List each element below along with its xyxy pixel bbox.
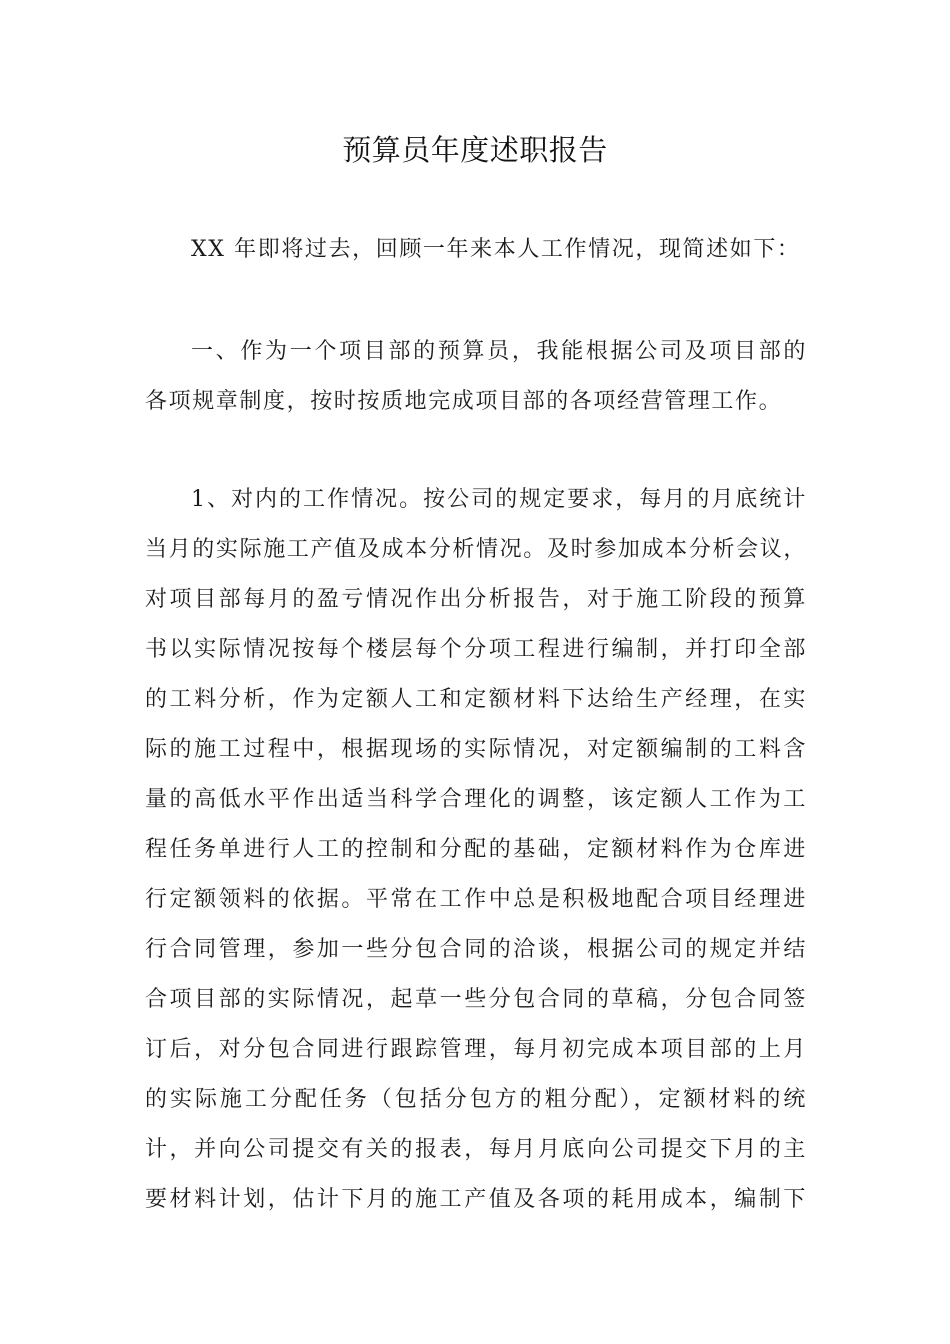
paragraph-line: 当月的实际施工产值及成本分析情况。及时参加成本分析会议，	[145, 537, 807, 562]
paragraph-line: 各项规章制度，按时按质地完成项目部的各项经营管理工作。	[145, 389, 783, 414]
paragraph-line: 的实际施工分配任务（包括分包方的粗分配），定额材料的统	[145, 1087, 807, 1112]
paragraph-line: 行合同管理，参加一些分包合同的洽谈，根据公司的规定并结	[145, 937, 807, 962]
paragraph-line: 量的高低水平作出适当科学合理化的调整，该定额人工作为工	[145, 787, 807, 812]
paragraph-line: 程任务单进行人工的控制和分配的基础，定额材料作为仓库进	[145, 837, 807, 862]
intro-paragraph	[145, 225, 807, 275]
paragraph-line: 1、对内的工作情况。按公司的规定要求，每月的月底统计	[191, 487, 807, 512]
paragraph-line: 行定额领料的依据。平常在工作中总是积极地配合项目经理进	[145, 887, 807, 912]
paragraph-line: 书以实际情况按每个楼层每个分项工程进行编制，并打印全部	[145, 637, 807, 662]
paragraph-line: 订后，对分包合同进行跟踪管理，每月初完成本项目部的上月	[145, 1037, 807, 1062]
section-one-paragraph	[145, 327, 807, 427]
paragraph-line: 的工料分析，作为定额人工和定额材料下达给生产经理，在实	[145, 687, 807, 712]
paragraph-line: 对项目部每月的盈亏情况作出分析报告，对于施工阶段的预算	[145, 587, 807, 612]
paragraph-line: XX 年即将过去，回顾一年来本人工作情况，现简述如下：	[191, 237, 801, 262]
document-title: 预算员年度述职报告	[342, 133, 608, 167]
paragraph-line: 合项目部的实际情况，起草一些分包合同的草稿，分包合同签	[145, 987, 807, 1012]
paragraph-line: 际的施工过程中，根据现场的实际情况，对定额编制的工料含	[145, 737, 807, 762]
paragraph-line: 计，并向公司提交有关的报表，每月月底向公司提交下月的主	[145, 1137, 807, 1162]
internal-work-paragraph	[145, 475, 807, 1225]
paragraph-line: 一、作为一个项目部的预算员，我能根据公司及项目部的	[191, 339, 807, 364]
paragraph-line: 要材料计划，估计下月的施工产值及各项的耗用成本，编制下	[145, 1187, 807, 1212]
